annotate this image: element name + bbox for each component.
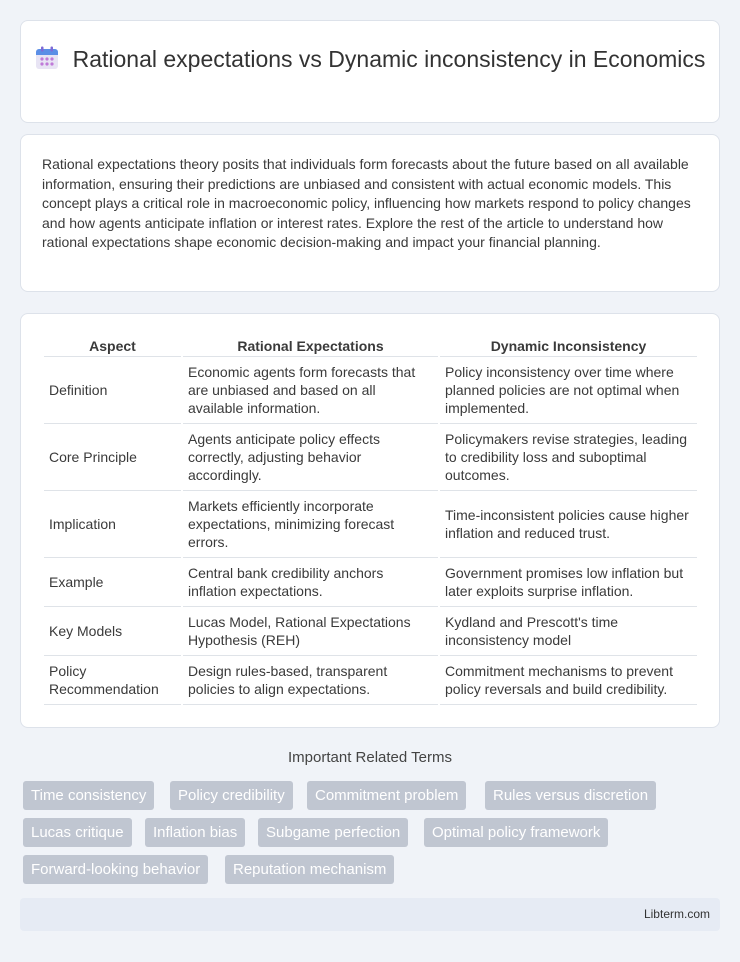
table-row — [44, 357, 697, 424]
row-aspect: Core Principle — [44, 424, 181, 491]
tag-inflation-bias[interactable]: Inflation bias — [145, 818, 245, 847]
header-rational-expectations: Rational Expectations — [183, 335, 438, 357]
comparison-card — [20, 313, 720, 728]
table-header-row — [44, 335, 697, 357]
row-aspect: Definition — [44, 357, 181, 424]
related-terms-title: Important Related Terms — [288, 749, 452, 766]
row-rational: Design rules-based, transparent policies to align expectations. — [183, 656, 438, 705]
row-rational: Markets efficiently incorporate expectations, minimizing forecast errors. — [183, 491, 438, 558]
footer — [20, 898, 720, 931]
title-card — [20, 20, 720, 123]
tag-optimal-policy-framework[interactable]: Optimal policy framework — [424, 818, 608, 847]
table-row — [44, 424, 697, 491]
page-title-wrap — [21, 45, 719, 74]
page-title: Rational expectations vs Dynamic inconsistency in Economics — [72, 46, 706, 72]
row-dynamic: Time-inconsistent policies cause higher inflation and reduced trust. — [440, 491, 697, 558]
row-aspect: Policy Recommendation — [44, 656, 181, 705]
tag-commitment-problem[interactable]: Commitment problem — [307, 781, 466, 810]
tag-subgame-perfection[interactable]: Subgame perfection — [258, 818, 408, 847]
row-aspect: Implication — [44, 491, 181, 558]
tag-reputation-mechanism[interactable]: Reputation mechanism — [225, 855, 394, 884]
tag-time-consistency[interactable]: Time consistency — [23, 781, 154, 810]
row-dynamic: Policy inconsistency over time where planned policies are not optimal when implemented. — [440, 357, 697, 424]
table-row — [44, 558, 697, 607]
row-rational: Central bank credibility anchors inflation expectations. — [183, 558, 438, 607]
row-aspect: Key Models — [44, 607, 181, 656]
row-aspect: Example — [44, 558, 181, 607]
row-dynamic: Government promises low inflation but later exploits surprise inflation. — [440, 558, 697, 607]
tag-lucas-critique[interactable]: Lucas critique — [23, 818, 132, 847]
calendar-icon — [35, 46, 59, 70]
row-dynamic: Policymakers revise strategies, leading to credibility loss and suboptimal outcomes. — [440, 424, 697, 491]
intro-card — [20, 134, 720, 292]
row-rational: Agents anticipate policy effects correctly, adjusting behavior accordingly. — [183, 424, 438, 491]
row-dynamic: Commitment mechanisms to prevent policy reversals and build credibility. — [440, 656, 697, 705]
tag-forward-looking-behavior[interactable]: Forward-looking behavior — [23, 855, 208, 884]
table-row — [44, 656, 697, 705]
row-rational: Lucas Model, Rational Expectations Hypothesis (REH) — [183, 607, 438, 656]
tag-rules-versus-discretion[interactable]: Rules versus discretion — [485, 781, 656, 810]
table-row — [44, 491, 697, 558]
intro-paragraph: Rational expectations theory posits that individuals form forecasts about the future based on all available information, ensuring their predictions are unbiased and consistent with actual economic models. This concept plays a critical role in macroeconomic policy, influencing how markets respond to policy changes and how agents anticipate inflation or interest rates. Explore the rest of the article to understand how rational expectations shape economic decision-making and impact your financial planning. — [42, 156, 691, 251]
footer-brand[interactable]: Libterm.com — [643, 907, 710, 921]
header-dynamic-inconsistency: Dynamic Inconsistency — [440, 335, 697, 357]
row-dynamic: Kydland and Prescott's time inconsistency model — [440, 607, 697, 656]
comparison-table — [42, 335, 699, 705]
header-aspect: Aspect — [44, 335, 181, 357]
table-row — [44, 607, 697, 656]
row-rational: Economic agents form forecasts that are unbiased and based on all available information. — [183, 357, 438, 424]
tag-policy-credibility[interactable]: Policy credibility — [170, 781, 293, 810]
